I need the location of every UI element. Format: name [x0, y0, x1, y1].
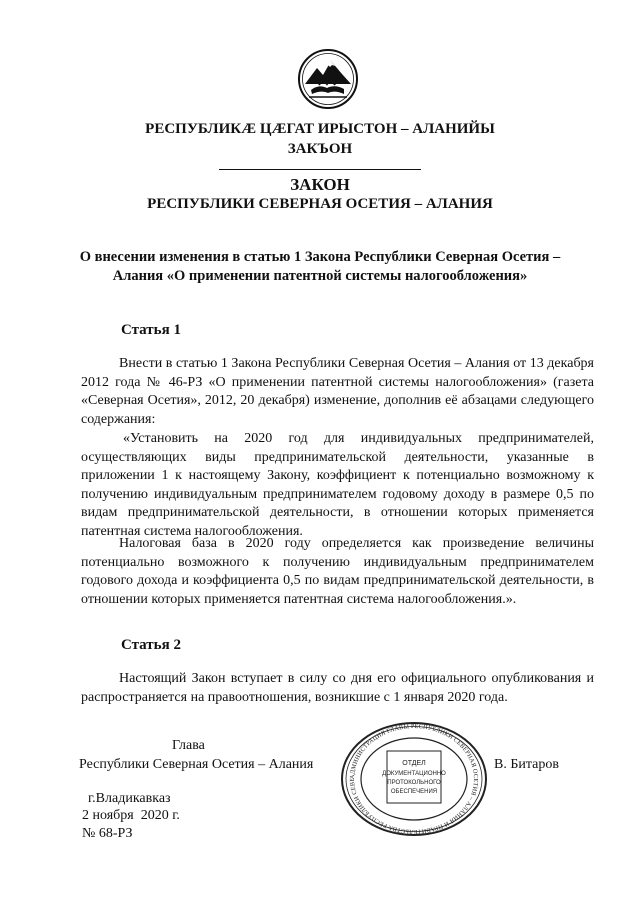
signatory-title-line-1: Глава	[172, 738, 205, 753]
svg-text:ОБЕСПЕЧЕНИЯ: ОБЕСПЕЧЕНИЯ	[390, 789, 438, 795]
official-seal-stamp	[339, 721, 489, 837]
article-2-heading: Статья 2	[121, 637, 181, 653]
law-title-ossetian: ЗАКЪОН	[287, 141, 353, 157]
svg-text:ДОКУМЕНТАЦИОННО: ДОКУМЕНТАЦИОННО	[382, 771, 446, 777]
signing-date: 2 ноября 2020 г.	[82, 808, 180, 823]
coat-of-arms-emblem	[297, 48, 359, 110]
article-1-paragraph-2: «Установить на 2020 год для индивидуальных предпринимателей, осуществляющих виды предпринимательской деятельности, указанные в приложении 1 к настоящему Закону, коэффициент к потенциально возможному к получению индивидуальным предпринимателем годовому доходу в размере 0,5 по видам предпринимательской деятельности, в отношении которых применяется патентная система налогообложения.	[81, 431, 594, 539]
place-of-signing: г.Владикавказ	[88, 791, 171, 806]
signatory-title-line-2: Республики Северная Осетия – Алания	[79, 757, 314, 772]
republic-name-russian: РЕСПУБЛИКИ СЕВЕРНАЯ ОСЕТИЯ – АЛАНИЯ	[147, 196, 493, 212]
article-1-paragraph-1: Внести в статью 1 Закона Республики Северная Осетия – Алания от 13 декабря 2012 года № 46-РЗ «О применении патентной системы налогообложения» (газета «Северная Осетия», 2012, 20 декабря) изменение, дополнив её абзацами следующего содержания:	[81, 356, 594, 427]
svg-text:ПРОТОКОЛЬНОГО: ПРОТОКОЛЬНОГО	[387, 780, 441, 786]
law-title-russian: ЗАКОН	[290, 175, 350, 194]
article-2-paragraph-1: Настоящий Закон вступает в силу со дня его официального опубликования и распространяется на правоотношения, возникшие с 1 января 2020 года.	[81, 671, 594, 705]
law-subject: О внесении изменения в статью 1 Закона Республики Северная Осетия – Алания «О применении патентной системы налогообложения»	[79, 249, 561, 284]
svg-text:АДМИНИСТРАЦИЯ ГЛАВЫ РЕСПУБЛИКИ: АДМИНИСТРАЦИЯ ГЛАВЫ РЕСПУБЛИКИ СЕВЕРНАЯ ОСЕТИЯ – АЛАНИЯ И ПРАВИТЕЛЬСТВА РЕСПУБЛИКИ СЕВЕ	[348, 722, 480, 836]
svg-text:ОТДЕЛ: ОТДЕЛ	[402, 760, 426, 767]
article-1-paragraph-3: Налоговая база в 2020 году определяется как произведение величины потенциально возможного к получению индивидуальным предпринимателем годового дохода и коэффициента 0,5 по видам предпринимательской деятельности, в отношении которых применяется патентная система налогообложения.».	[81, 536, 594, 607]
signatory-name: В. Битаров	[494, 757, 559, 772]
article-1-heading: Статья 1	[121, 322, 181, 338]
title-divider	[219, 169, 421, 170]
law-number: № 68-РЗ	[82, 826, 133, 841]
republic-name-ossetian: РЕСПУБЛИКÆ ЦÆГАТ ИРЫСТОН – АЛАНИЙЫ	[145, 121, 495, 137]
